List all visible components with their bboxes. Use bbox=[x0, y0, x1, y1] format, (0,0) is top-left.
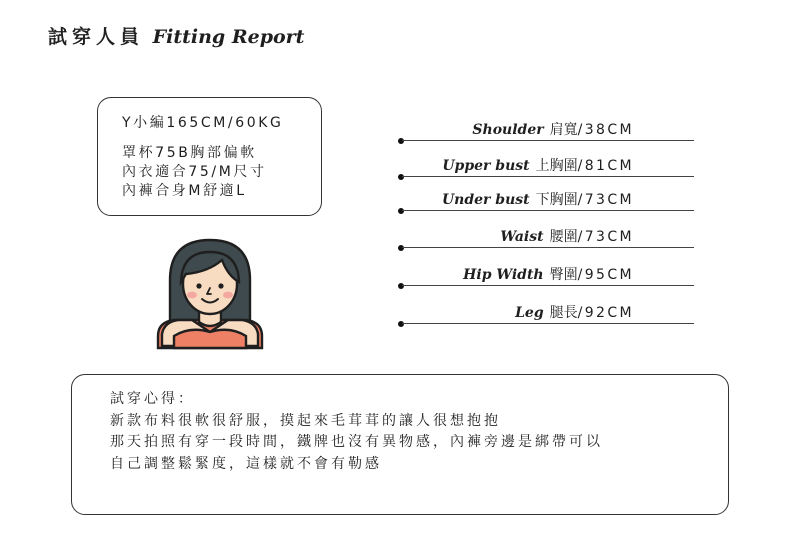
measurement-row-shoulder bbox=[398, 110, 694, 146]
measurement-label-en: Hip Width bbox=[463, 267, 544, 283]
review-heading: 試穿心得： bbox=[110, 391, 195, 407]
measurement-value: /81CM bbox=[577, 158, 634, 174]
measurement-value: /38CM bbox=[577, 122, 634, 138]
review-line: 那天拍照有穿一段時間，鐵牌也沒有異物感，內褲旁邊是綁帶可以 bbox=[110, 434, 603, 450]
review-line: 新款布料很軟很舒服，摸起來毛茸茸的讓人很想抱抱 bbox=[110, 412, 501, 429]
measurement-text bbox=[515, 302, 634, 322]
measurement-row-leg bbox=[398, 293, 694, 329]
measurement-label-en: Leg bbox=[515, 305, 544, 321]
measurement-row-under-bust bbox=[398, 180, 694, 216]
tester-details bbox=[122, 144, 267, 201]
divider-line bbox=[402, 210, 694, 211]
measurement-text bbox=[442, 155, 634, 175]
measurement-text bbox=[472, 119, 634, 139]
measurement-label-zh: 下胸圍 bbox=[535, 192, 578, 208]
tester-info-card bbox=[97, 97, 322, 216]
measurement-value: /73CM bbox=[577, 229, 634, 245]
measurement-row-hip-width bbox=[398, 255, 694, 291]
divider-line bbox=[402, 140, 694, 141]
measurement-label-zh: 肩寬 bbox=[549, 122, 578, 138]
divider-line bbox=[402, 176, 694, 177]
measurement-label-en: Upper bust bbox=[442, 158, 530, 174]
measurement-row-waist bbox=[398, 217, 694, 253]
tester-detail-line: 罩杯75B胸部偏軟 bbox=[122, 145, 257, 161]
measurement-list bbox=[398, 110, 694, 330]
measurement-text bbox=[463, 264, 634, 284]
bullet-dot bbox=[398, 245, 404, 251]
measurement-text bbox=[442, 189, 634, 209]
measurement-value: /92CM bbox=[577, 305, 634, 321]
measurement-value: /95CM bbox=[577, 267, 634, 283]
bullet-dot bbox=[398, 208, 404, 214]
bullet-dot bbox=[398, 321, 404, 327]
measurement-label-en: Waist bbox=[500, 229, 544, 245]
review-text bbox=[110, 389, 603, 475]
measurement-label-en: Under bust bbox=[441, 192, 530, 208]
title-en: Fitting Report bbox=[152, 26, 305, 48]
measurement-label-en: Shoulder bbox=[472, 122, 544, 138]
woman-avatar-icon bbox=[156, 236, 264, 350]
measurement-label-zh: 上胸圍 bbox=[535, 158, 578, 174]
tester-detail-line: 內衣適合75/M尺寸 bbox=[122, 164, 267, 180]
measurement-label-zh: 腰圍 bbox=[549, 229, 578, 245]
measurement-row-upper-bust bbox=[398, 146, 694, 182]
page-title bbox=[48, 22, 304, 49]
tester-name: Y小編165CM/60KG bbox=[122, 115, 284, 131]
measurement-label-zh: 臀圍 bbox=[549, 267, 578, 283]
bullet-dot bbox=[398, 138, 404, 144]
measurement-value: /73CM bbox=[577, 192, 634, 208]
divider-line bbox=[402, 323, 694, 324]
divider-line bbox=[402, 247, 694, 248]
measurement-label-zh: 腿長 bbox=[549, 305, 578, 321]
tester-detail-line: 內褲合身M舒適L bbox=[122, 183, 247, 199]
title-cjk: 試穿人員 bbox=[48, 26, 145, 48]
review-line: 自己調整鬆緊度，這樣就不會有勒感 bbox=[110, 455, 382, 472]
review-card bbox=[71, 374, 729, 515]
bullet-dot bbox=[398, 283, 404, 289]
measurement-text bbox=[500, 226, 634, 246]
divider-line bbox=[402, 285, 694, 286]
